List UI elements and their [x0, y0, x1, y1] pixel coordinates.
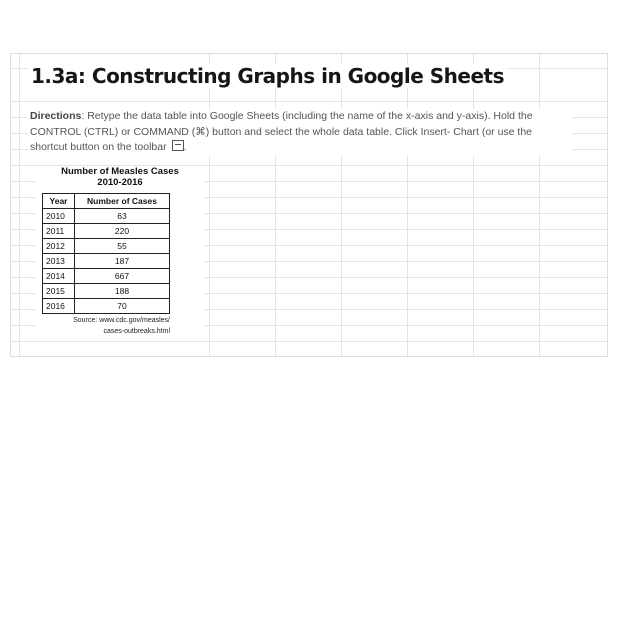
- year-cell: 2011: [43, 224, 75, 239]
- table-row: [43, 269, 170, 284]
- year-cell: 2015: [43, 284, 75, 299]
- year-cell: 2010: [43, 209, 75, 224]
- cases-cell: 188: [75, 284, 170, 299]
- page-title: 1.3a: Constructing Graphs in Google Sheets: [28, 64, 507, 88]
- chart-toolbar-icon: [172, 140, 184, 151]
- year-cell: 2012: [43, 239, 75, 254]
- measles-data-table: [42, 193, 170, 314]
- cases-cell: 220: [75, 224, 170, 239]
- table-title-line1: Number of Measles Cases: [61, 166, 179, 177]
- column-header-cases: Number of Cases: [75, 194, 170, 209]
- year-cell: 2013: [43, 254, 75, 269]
- cases-cell: 187: [75, 254, 170, 269]
- source-line2: cases-outbreaks.html: [103, 328, 170, 335]
- column-header-year: Year: [43, 194, 75, 209]
- year-cell: 2016: [43, 299, 75, 314]
- table-row: [43, 224, 170, 239]
- measles-data-table-block: [36, 166, 204, 336]
- directions-text: [28, 109, 572, 156]
- directions-body: : Retype the data table into Google Sheets (including the name of the x-axis and y-axis). Hold the CONTROL (CTRL) or COMMAND (⌘) button and select the whole data table. Click Insert- Chart (or use the shortcut button on the toolbar: [30, 110, 533, 153]
- table-row: [43, 299, 170, 314]
- table-row: [43, 284, 170, 299]
- cases-cell: 70: [75, 299, 170, 314]
- directions-label: Directions: [30, 110, 82, 122]
- cases-cell: 667: [75, 269, 170, 284]
- table-row: [43, 254, 170, 269]
- table-header-row: [43, 194, 170, 209]
- cases-cell: 55: [75, 239, 170, 254]
- year-cell: 2014: [43, 269, 75, 284]
- table-row: [43, 209, 170, 224]
- table-row: [43, 239, 170, 254]
- table-title-line2: 2010-2016: [97, 177, 143, 188]
- source-line1: Source: www.cdc.gov/measles/: [73, 317, 170, 324]
- spreadsheet-canvas: [10, 53, 608, 357]
- cases-cell: 63: [75, 209, 170, 224]
- directions-end: .: [183, 141, 187, 153]
